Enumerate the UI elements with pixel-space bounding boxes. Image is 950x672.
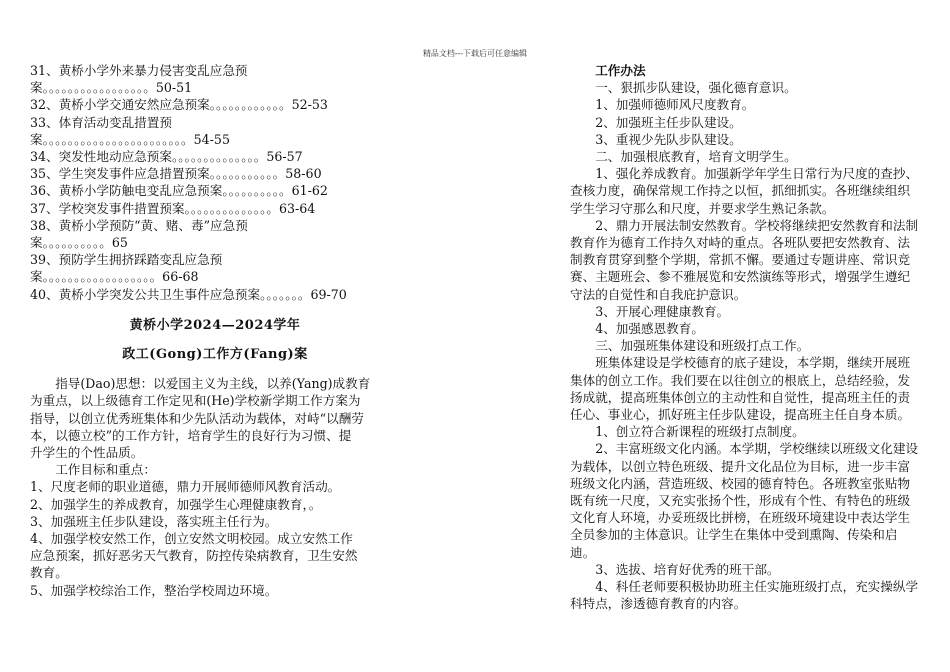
goal-line: 5、加强学校综治工作，整治学校周边环境。 [30,582,278,598]
body-line: 4、加强感恩教育。 [595,321,704,337]
right-column [570,62,925,613]
guide-line: 本，以德立校”的工作方针，培育学生的良好行为习惯、提 [30,427,352,443]
toc-line: 32、黄桥小学交通安然应急预案。。。。。。。。。。。。52-53 [30,97,328,113]
body-line: 1、创立符合新课程的班级打点制度。 [595,424,805,440]
toc-line: 40、黄桥小学突发公共卫生事件应急预案。。。。。。。69-70 [30,286,347,302]
body-line: 3、选拔、培育好优秀的班干部。 [595,561,780,577]
body-line: 制教育贯穿到整个学期，常抓不懈。要通过专题讲座、常识竞 [570,252,911,268]
guide-line: 为重点，以上级德育工作定见和(He)学校新学期工作方案为 [30,393,361,409]
body-line: 教育作为德育工作持久对峙的重点。各班队要把安然教育、法 [570,235,911,251]
body-line: 2、丰富班级文化内涵。本学期，学校继续以班级文化建设 [595,441,919,457]
work-methods [570,79,925,612]
goal-line: 4、加强学校安然工作，创立安然文明校园。成立安然工作 [30,531,353,547]
goals-heading: 工作目标和重点： [55,462,156,478]
body-line: 一、狠抓步队建设，强化德育意识。 [595,80,797,96]
body-line: 二、加强根底教育，培育文明学生。 [595,149,797,165]
toc-line: 案。。。。。。。。。。。。。。。。。。66-68 [30,269,199,285]
table-of-contents [30,62,400,303]
toc-line: 39、预防学生拥挤踩踏变乱应急预 [30,252,223,268]
toc-line: 案。。。。。。。。。。。。。。。。。50-51 [30,80,193,96]
body-line: 1、加强师德师风尺度教育。 [595,97,755,113]
page-header: 精品文档---下载后可任意编辑 [422,49,528,58]
guide-line: 升学生的个性品质。 [30,445,144,461]
body-line: 扬成就，提高班集体创立的主动性和自觉性，提高班主任的责 [570,389,911,405]
goal-line: 3、加强班主任步队建设，落实班主任行为。 [30,513,278,529]
body-line: 查核力度，确保常规工作持之以恒，抓细抓实。各班继续组织 [570,183,911,199]
body-line: 三、加强班集体建设和班级打点工作。 [595,338,810,354]
body-line: 赛、主题班会、参不雅展览和安然演练等形式，增强学生遵纪 [570,269,911,285]
toc-line: 34、突发性地动应急预案。。。。。。。。。。。。。。56-57 [30,149,303,165]
body-line: 文化育人环境，办妥班级比拼榜，在班级环境建设中表达学生 [570,510,911,526]
body-line: 科特点，渗透德育教育的内容。 [570,596,747,612]
toc-line: 31、黄桥小学外来暴力侵害变乱应急预 [30,63,248,78]
body-line: 班级文化内涵，营造班级、校园的德育特色。各班教室张贴物 [570,475,911,491]
body-line: 学生学习守那么和尺度，并要求学生熟记条款。 [570,200,835,216]
body-line: 任心、事业心，抓好班主任步队建设，提高班主任自身本质。 [570,407,911,423]
guide-line: 指导，以创立优秀班集体和少先队活动为载体，对峙“以酬劳 [30,410,364,426]
toc-line: 37、学校突发事件措置预案。。。。。。。。。。。。。。63-64 [30,200,316,216]
section-heading: 工作办法 [595,63,646,78]
goal-line: 应急预案，抓好恶劣天气教育，防控传染病教育，卫生安然 [30,548,358,564]
body-line: 4、科任老师要积极协助班主任实施班级打点，充实操纵学 [595,579,919,595]
body-line: 为载体，以创立特色班级、提升文化品位为目标，进一步丰富 [570,458,911,474]
toc-line: 35、学生突发事件应急措置预案。。。。。。。。。。。58-60 [30,166,322,182]
document-title: 黄桥小学2024—2024学年 [129,317,301,333]
guiding-ideology [30,375,400,461]
goal-line: 教育。 [30,565,68,581]
goals-list [30,478,400,598]
toc-line: 33、体育活动变乱措置预 [30,114,172,130]
body-line: 3、重视少先队步队建设。 [595,131,742,147]
goal-line: 1、尺度老师的职业道德，鼎力开展师德师风教育活动。 [30,479,341,495]
left-column [30,62,400,599]
guide-line: 指导(Dao)思想：以爱国主义为主线，以养(Yang)成教育 [55,376,371,392]
body-line: 集体的创立工作。我们要在以往创立的根底上，总结经验，发 [570,372,911,388]
body-line: 1、强化养成教育。加强新学年学生日常行为尺度的查抄、 [595,166,919,182]
toc-line: 38、黄桥小学预防“黄、赌、毒”应急预 [30,217,248,233]
goal-line: 2、加强学生的养成教育，加强学生心理健康教育，。 [30,496,322,512]
body-line: 迪。 [570,544,596,560]
toc-line: 案。。。。。。。。。。65 [30,235,128,251]
document-subtitle: 政工(Gong)工作方(Fang)案 [122,347,308,363]
body-line: 守法的自觉性和自我庇护意识。 [570,286,747,302]
body-line: 既有统一尺度，又充实张扬个性，形成有个性、有特色的班级 [570,493,911,509]
body-line: 2、鼎力开展法制安然教育。学校将继续把安然教育和法制 [595,217,919,233]
body-line: 2、加强班主任步队建设。 [595,114,742,130]
body-line: 全员参加的主体意识。让学生在集体中受到熏陶、传染和启 [570,527,898,543]
toc-line: 案。。。。。。。。。。。。。。。。。。。。。。。54-55 [30,131,230,147]
toc-line: 36、黄桥小学防触电变乱应急预案。。。。。。。。。。61-62 [30,183,328,199]
body-line: 3、开展心理健康教育。 [595,303,730,319]
body-line: 班集体建设是学校德育的底子建设，本学期，继续开展班 [595,355,911,371]
